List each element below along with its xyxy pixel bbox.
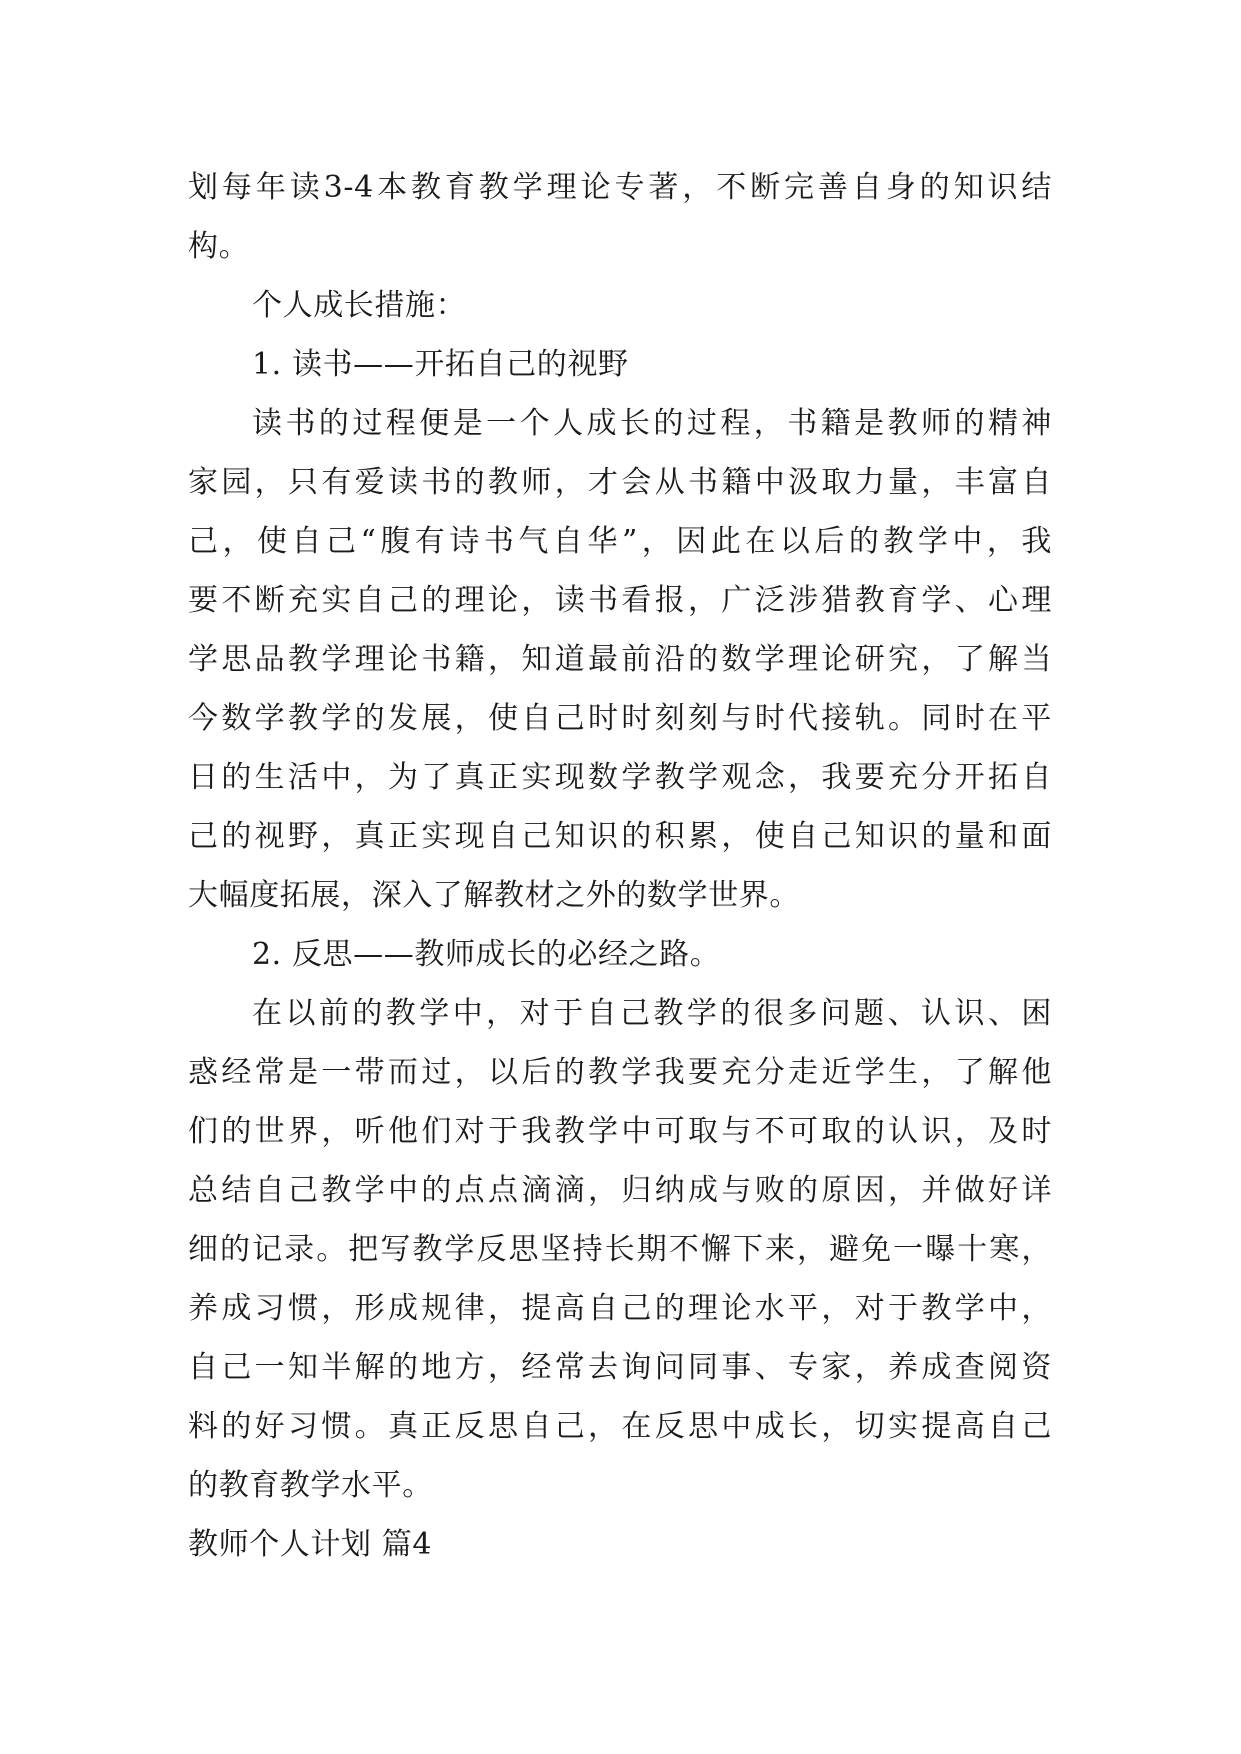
document-page: [188, 158, 1052, 1574]
paragraph-line: 今数学教学的发展，使自己时时刻刻与时代接轨。同时在平: [188, 701, 1052, 736]
section-label: 个人成长措施：: [252, 288, 467, 323]
paragraph-line: 大幅度拓展，深入了解教材之外的数学世界。: [188, 878, 800, 913]
paragraph-line: 自己一知半解的地方，经常去询问同事、专家，养成查阅资: [188, 1350, 1052, 1385]
paragraph-line: 总结自己教学中的点点滴滴，归纳成与败的原因，并做好详: [188, 1173, 1052, 1208]
paragraph-line: 要不断充实自己的理论，读书看报，广泛涉猎教育学、心理: [188, 583, 1052, 618]
paragraph-line: 构。: [188, 229, 250, 264]
subheading: 2. 反思——教师成长的必经之路。: [252, 937, 721, 972]
subheading: 1. 读书——开拓自己的视野: [252, 347, 629, 382]
paragraph-line: 的教育教学水平。: [188, 1468, 433, 1503]
paragraph-line: 惑经常是一带而过，以后的教学我要充分走近学生，了解他: [188, 1055, 1052, 1090]
paragraph-line: 读书的过程便是一个人成长的过程，书籍是教师的精神: [252, 406, 1052, 441]
paragraph-line: 们的世界，听他们对于我教学中可取与不可取的认识，及时: [188, 1114, 1052, 1149]
paragraph-line: 划每年读3-4本教育教学理论专著，不断完善自身的知识结: [188, 170, 1052, 205]
paragraph-line: 细的记录。把写教学反思坚持长期不懈下来，避免一曝十寒，: [188, 1232, 1052, 1267]
paragraph-line: 己，使自己“腹有诗书气自华”，因此在以后的教学中，我: [188, 524, 1052, 559]
section-heading: 教师个人计划 篇4: [188, 1527, 433, 1562]
paragraph-line: 养成习惯，形成规律，提高自己的理论水平，对于教学中，: [188, 1291, 1052, 1326]
paragraph-line: 日的生活中，为了真正实现数学教学观念，我要充分开拓自: [188, 760, 1052, 795]
paragraph-line: 料的好习惯。真正反思自己，在反思中成长，切实提高自己: [188, 1409, 1052, 1444]
paragraph-line: 家园，只有爱读书的教师，才会从书籍中汲取力量，丰富自: [188, 465, 1052, 500]
paragraph-line: 学思品教学理论书籍，知道最前沿的数学理论研究，了解当: [188, 642, 1052, 677]
paragraph-line: 在以前的教学中，对于自己教学的很多问题、认识、困: [252, 996, 1052, 1031]
paragraph-line: 己的视野，真正实现自己知识的积累，使自己知识的量和面: [188, 819, 1052, 854]
